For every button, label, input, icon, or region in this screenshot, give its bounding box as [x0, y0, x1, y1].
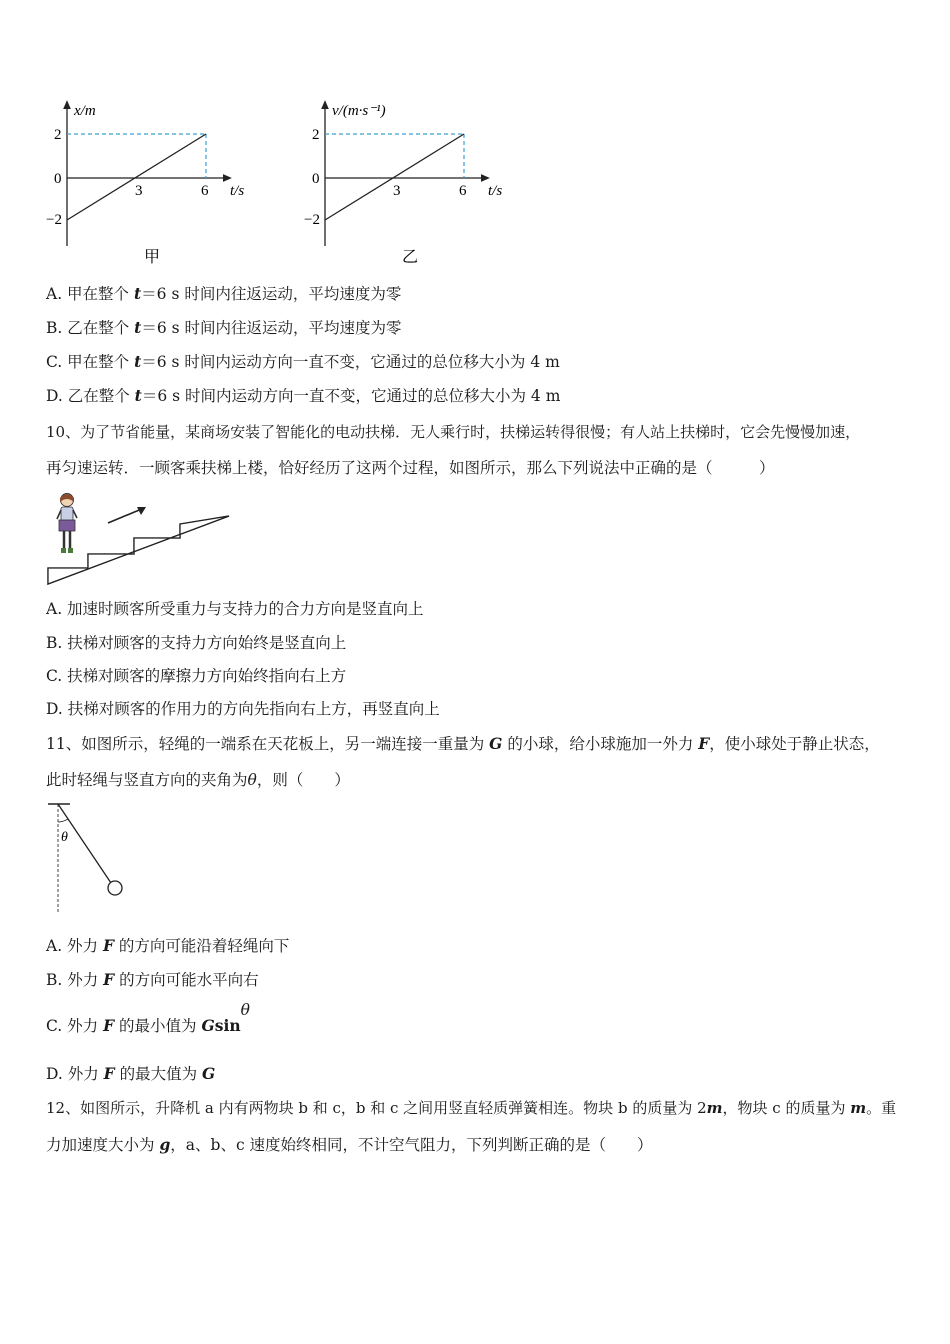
customer-figure: [57, 494, 77, 554]
graph-yi: [298, 96, 528, 271]
motion-arrow: [108, 508, 144, 523]
ball: [108, 881, 122, 895]
q11-option-a: A. 外力 F 的方向可能沿着轻绳向下: [46, 936, 290, 955]
y-axis-label: v/(m·s⁻¹): [332, 103, 386, 119]
escalator-figure: [44, 488, 239, 588]
x-axis-label: t/s: [488, 183, 503, 199]
q10-option-a: A. 加速时顾客所受重力与支持力的合力方向是竖直向上: [46, 600, 424, 618]
tick-x-3: 3: [393, 183, 401, 199]
angle-label: θ: [61, 830, 68, 845]
q10-stem-line1: 10、为了节省能量，某商场安装了智能化的电动扶梯．无人乘行时，扶梯运转得很慢；有人站上扶梯时，它会先慢慢加速，: [46, 423, 861, 441]
q9-option-d: D. 乙在整个 t＝6 s 时间内运动方向一直不变，它通过的总位移大小为 4 m: [46, 386, 561, 405]
graph-caption: 乙: [402, 249, 419, 266]
y-axis-label: x/m: [74, 103, 96, 119]
q10-option-d: D. 扶梯对顾客的作用力的方向先指向右上方，再竖直向上: [46, 700, 440, 718]
tick-y-0: 0: [54, 171, 62, 187]
q10-option-b: B. 扶梯对顾客的支持力方向始终是竖直向上: [46, 634, 347, 652]
pendulum-figure: [44, 800, 134, 915]
data-line: [325, 134, 464, 220]
q11-stem-line1: 11、如图所示，轻绳的一端系在天花板上，另一端连接一重量为 G 的小球，给小球施加一外力 F，使小球处于静止状态，: [46, 734, 880, 753]
q11-option-d: D. 外力 F 的最大值为 G: [46, 1064, 216, 1083]
q10-option-c: C. 扶梯对顾客的摩擦力方向始终指向右上方: [46, 667, 347, 685]
tick-x-6: 6: [201, 183, 209, 199]
q9-option-b: B. 乙在整个 t＝6 s 时间内往返运动，平均速度为零: [46, 318, 402, 337]
tick-y-0: 0: [312, 171, 320, 187]
q12-stem-line1: 12、如图所示，升降机 a 内有两物块 b 和 c，b 和 c 之间用竖直轻质弹簧相连。物块 b 的质量为 2m，物块 c 的质量为 m。重: [46, 1099, 897, 1117]
q11-option-c: C. 外力 F 的最小值为 Gsinθ: [46, 1001, 250, 1035]
x-axis-label: t/s: [230, 183, 245, 199]
tick-y-neg2: −2: [46, 212, 62, 228]
tick-y-2: 2: [312, 127, 320, 143]
q12-stem-line2: 力加速度大小为 g，a、b、c 速度始终相同，不计空气阻力，下列判断正确的是（ ）: [46, 1135, 653, 1154]
tick-y-2: 2: [54, 127, 62, 143]
q9-option-c: C. 甲在整个 t＝6 s 时间内运动方向一直不变，它通过的总位移大小为 4 m: [46, 352, 560, 371]
graph-jia: [40, 96, 270, 271]
tick-x-6: 6: [459, 183, 467, 199]
q11-option-b: B. 外力 F 的方向可能水平向右: [46, 970, 259, 989]
q9-option-a: A. 甲在整个 t＝6 s 时间内往返运动，平均速度为零: [46, 284, 402, 303]
data-line: [67, 134, 206, 220]
tick-x-3: 3: [135, 183, 143, 199]
q10-stem-line2: 再匀速运转．一顾客乘扶梯上楼，恰好经历了这两个过程，如图所示，那么下列说法中正确的是（ ）: [46, 459, 775, 477]
graph-caption: 甲: [144, 249, 161, 266]
q11-stem-line2: 此时轻绳与竖直方向的夹角为θ，则（ ）: [46, 771, 350, 789]
tick-y-neg2: −2: [304, 212, 320, 228]
